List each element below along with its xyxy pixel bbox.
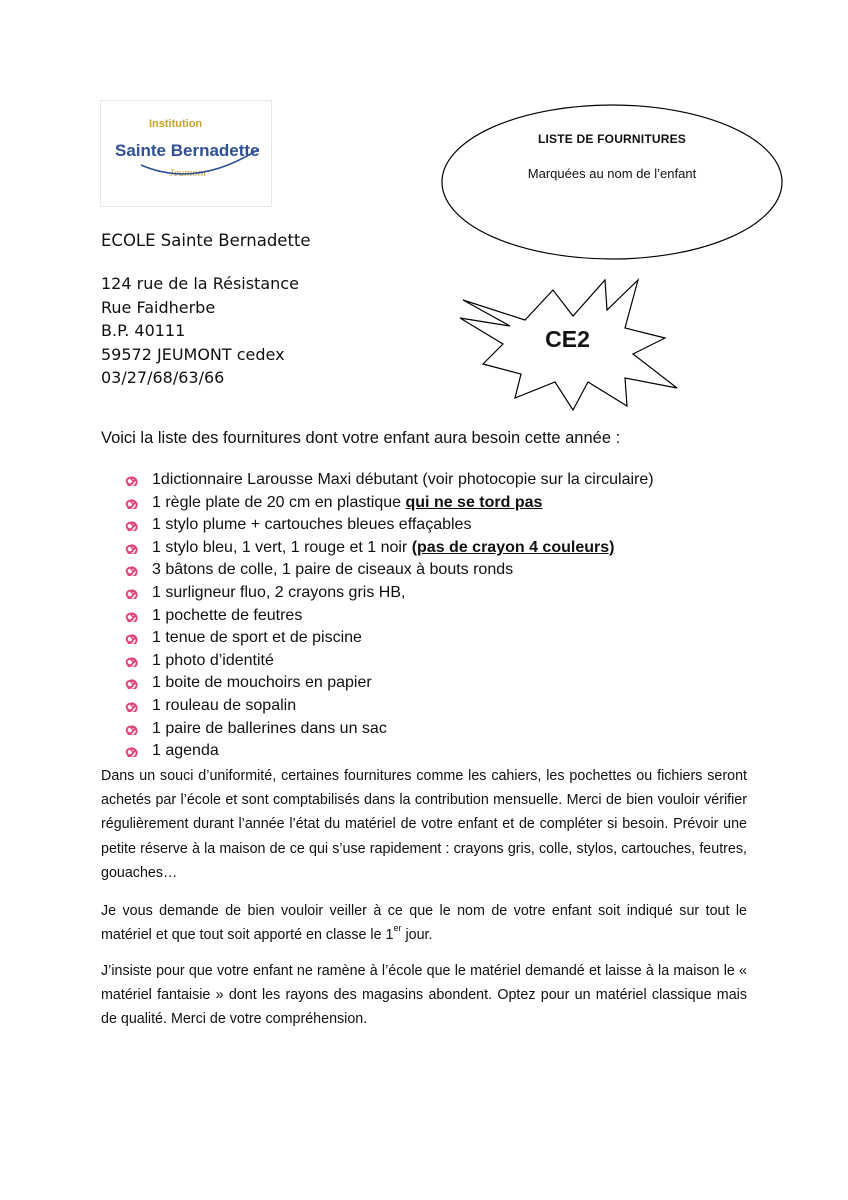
supply-item	[125, 695, 654, 718]
phone-number: 03/27/68/63/66	[101, 368, 225, 387]
supply-item-text: 3 bâtons de colle, 1 paire de ciseaux à bouts ronds	[152, 561, 514, 579]
spiral-bullet-icon	[125, 518, 138, 531]
supply-item	[125, 492, 654, 515]
ordinal-suffix: er	[393, 923, 402, 934]
supply-item	[125, 740, 654, 763]
supply-item-emphasis: qui ne se tord pas	[405, 493, 543, 511]
spiral-bullet-icon	[125, 744, 138, 757]
supply-item	[125, 672, 654, 695]
logo-line3: Jeumont	[169, 167, 207, 179]
supply-item-text: 1 stylo bleu, 1 vert, 1 rouge et 1 noir	[152, 538, 412, 556]
supply-item-text: 1dictionnaire Larousse Maxi débutant (voir photocopie sur la circulaire)	[152, 471, 654, 488]
supply-item-text: 1 rouleau de sopalin	[152, 696, 297, 714]
uniformity-paragraph: Dans un souci d’uniformité, certaines fournitures comme les cahiers, les pochettes ou fichiers seront achetés par l’école et sont comptabilisés dans la contribution mensuelle. Merci de bien vouloir vérifier régulièrement durant l’année l’état du matériel de votre enfant et de compléter si besoin. Prévoir une petite réserve à la maison de ce qui s’use rapidement : crayons gris, colle, stylos, cartouches, feutres, gouaches…	[101, 768, 747, 881]
supply-item	[125, 582, 654, 605]
address-line: Rue Faidherbe	[101, 297, 216, 317]
supply-item-text: 1 surligneur fluo, 2 crayons gris HB,	[152, 583, 406, 601]
supply-list-header	[441, 104, 783, 260]
spiral-bullet-icon	[125, 699, 138, 712]
supply-item	[125, 514, 654, 537]
supply-item-text: 1 paire de ballerines dans un sac	[152, 719, 387, 737]
intro-text: Voici la liste des fournitures dont votre enfant aura besoin cette année :	[101, 429, 621, 447]
address-line: 124 rue de la Résistance	[101, 274, 299, 293]
supply-item-text: 1 tenue de sport et de piscine	[152, 629, 362, 647]
spiral-bullet-icon	[125, 676, 138, 689]
spiral-bullet-icon	[125, 563, 138, 576]
school-address	[101, 272, 299, 390]
supply-item-emphasis: (pas de crayon 4 couleurs)	[411, 538, 615, 556]
supply-item-text: 1 règle plate de 20 cm en plastique	[152, 493, 406, 511]
supply-item-text: 1 photo d’identité	[152, 651, 274, 669]
spiral-bullet-icon	[125, 473, 138, 486]
supply-item	[125, 650, 654, 673]
labeling-text: Je vous demande de bien vouloir veiller à ce que le nom de votre enfant soit indiqué sur tout le matériel et que tout soit apporté en classe le 1	[101, 903, 747, 944]
header-title: LISTE DE FOURNITURES	[537, 132, 686, 146]
fantasy-material-paragraph: J’insiste pour que votre enfant ne ramène à l’école que le matériel demandé et laisse à la maison le « matériel fantaisie » dont les rayons des magasins abondent. Optez pour un matériel classique mais de qualité. Merci de votre compréhension.	[101, 963, 747, 1028]
supply-list	[125, 469, 654, 763]
spiral-bullet-icon	[125, 609, 138, 622]
supply-item	[125, 718, 654, 741]
school-name: ECOLE Sainte Bernadette	[101, 231, 311, 250]
supply-item	[125, 559, 654, 582]
supply-item-text: 1 stylo plume + cartouches bleues effaçables	[152, 516, 472, 534]
logo-line1: Institution	[149, 118, 203, 130]
supply-item-text: 1 agenda	[152, 742, 219, 760]
spiral-bullet-icon	[125, 722, 138, 735]
labeling-text-end: jour.	[401, 927, 433, 944]
supply-item	[125, 627, 654, 650]
logo-line2: Sainte Bernadette	[115, 141, 260, 160]
address-line: 59572 JEUMONT cedex	[101, 344, 285, 364]
spiral-bullet-icon	[125, 631, 138, 644]
supply-item	[125, 537, 654, 560]
spiral-bullet-icon	[125, 654, 138, 667]
labeling-paragraph	[101, 899, 747, 947]
grade-starburst	[455, 278, 680, 413]
spiral-bullet-icon	[125, 496, 138, 509]
address-line: B.P. 40111	[101, 321, 186, 340]
ellipse-shape	[441, 104, 783, 260]
grade-label: CE2	[545, 326, 590, 352]
supply-item-text: 1 boite de mouchoirs en papier	[152, 674, 372, 692]
header-subtitle: Marquées au nom de l’enfant	[527, 166, 697, 181]
supply-item-text: 1 pochette de feutres	[152, 606, 303, 624]
spiral-bullet-icon	[125, 541, 138, 554]
school-logo	[100, 100, 272, 207]
supply-item	[125, 605, 654, 628]
supply-item	[125, 469, 654, 492]
spiral-bullet-icon	[125, 586, 138, 599]
